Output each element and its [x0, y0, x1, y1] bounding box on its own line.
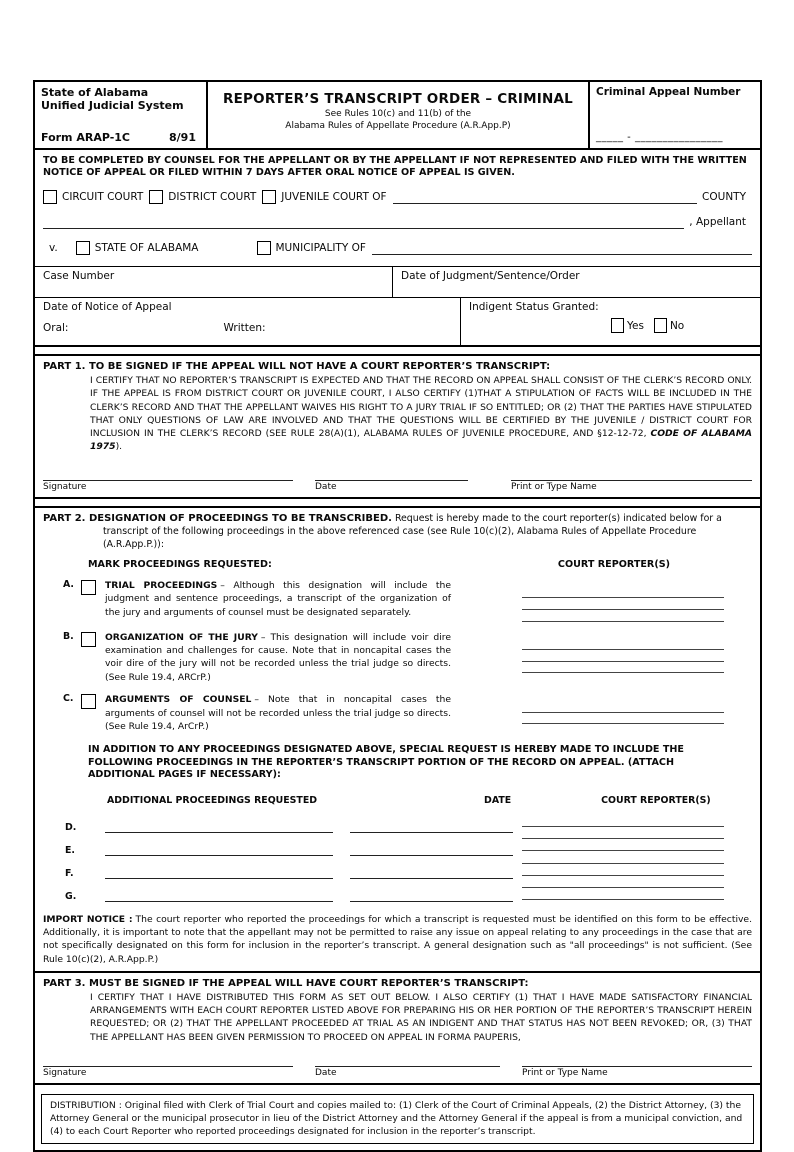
indigent-yes-checkbox[interactable]: [611, 318, 624, 333]
row-g-letter: G.: [65, 890, 77, 902]
special-request-note: IN ADDITION TO ANY PROCEEDINGS DESIGNATED ABOVE, SPECIAL REQUEST IS HEREBY MADE TO INCLUDE THE FOLLOWING PROCEEDINGS IN THE REPORTER’S TRANSCRIPT PORTION OF THE RECORD ON APPEAL. (ATTACH ADDITIONAL PAGES IF NECESSARY):: [88, 744, 684, 781]
proceeding-item-a: [43, 579, 752, 622]
header-title-cell: [208, 82, 588, 148]
additional-reporter-lines: [522, 810, 724, 902]
item-a-letter: A.: [63, 578, 74, 590]
item-b-description: [105, 631, 451, 685]
reporter-line[interactable]: [522, 610, 724, 622]
juvenile-court-label: JUVENILE COURT OF: [281, 191, 387, 203]
appellant-name-line[interactable]: [43, 216, 684, 229]
form-number: Form ARAP-1C: [41, 131, 130, 144]
case-info-table: [35, 266, 760, 345]
organization-of-jury-checkbox[interactable]: [81, 632, 96, 647]
part1-body-emphasis: CODE OF ALABAMA 1975: [90, 428, 752, 453]
indigent-yes-label: Yes: [627, 319, 644, 332]
part1-body-text: I CERTIFY THAT NO REPORTER’S TRANSCRIPT IS EXPECTED AND THAT THE RECORD ON APPEAL SHALL CONSIST OF THE CLERK’S RECORD ONLY. IF THE APPEAL IS FROM DISTRICT COURT OR JUVENILE COURT, I ALSO CERTIFY (1)THAT A STIPULATION OF FACTS WILL BE INCLUDED IN THE CLERK’S RECORD AND THAT THE APPELLANT WAIVES HIS RIGHT TO A JURY TRIAL IF SO ENTITLED; OR (2) THAT THE PARTIES HAVE STIPULATED THAT ONLY QUESTIONS OF LAW ARE INVOLVED AND THAT THE QUESTIONS WILL BE CERTIFIED BY THE JUVENILE / DISTRICT COURT FOR INCLUSION IN THE CLERK’S RECORD (SEE RULE 28(A)(1), ALABAMA RULES OF JUVENILE PROCEDURE, AND §12-12-72,: [90, 375, 752, 440]
item-c-description: [105, 693, 451, 733]
indigent-no-label: No: [669, 319, 685, 332]
item-c-letter: C.: [63, 693, 74, 705]
additional-row-d: [43, 810, 522, 833]
mark-proceedings-label: MARK PROCEEDINGS REQUESTED:: [88, 558, 272, 570]
appellant-row: [43, 212, 752, 232]
municipality-checkbox[interactable]: [257, 241, 271, 255]
header-appeal-number-cell: [588, 82, 760, 148]
indigent-status-label: Indigent Status Granted:: [469, 301, 599, 313]
reporter-line[interactable]: [522, 587, 724, 599]
item-a-reporter-lines: [522, 579, 724, 622]
additional-proceedings-grid: [43, 810, 752, 902]
row-g-date-line[interactable]: [350, 899, 513, 902]
versus-row: [43, 237, 752, 259]
part1-body: [90, 374, 752, 454]
spacer: [35, 1085, 760, 1094]
part1-date-line[interactable]: [315, 470, 468, 481]
header-agency-cell: [35, 82, 208, 148]
case-section: [35, 150, 760, 345]
indigent-no-checkbox[interactable]: [654, 318, 667, 333]
distribution-section: [35, 1094, 760, 1150]
proceeding-item-b: [43, 631, 752, 685]
reporter-line[interactable]: [522, 864, 724, 876]
appeal-number-label: Criminal Appeal Number: [596, 86, 741, 98]
reporter-line[interactable]: [522, 888, 724, 900]
versus-label: v.: [49, 242, 58, 254]
import-notice-body: The court reporter who reported the proceedings for which a transcript is requested must be identified on this form to be effective. Additionally, it is important to note that the appellant may not be permitted to raise any issue on appeal relating to any proceedings in the case that are not specifically designated on this form for inclusion in the reporter’s transcript. A general designation such as "all proceedings" is not sufficient. (See Rule 10(c)(2), A.R.App.P.): [43, 913, 753, 965]
appeal-number-blank-field[interactable]: _____ - ________________: [596, 132, 723, 143]
completion-instructions: TO BE COMPLETED BY COUNSEL FOR THE APPELLANT OR BY THE APPELLANT IF NOT REPRESENTED AND FILED WITH THE WRITTEN NOTICE OF APPEAL OR FILED WITHIN 7 DAYS AFTER ORAL NOTICE OF APPEAL IS GIVEN.: [43, 155, 747, 178]
row-f-proceeding-line[interactable]: [105, 876, 333, 879]
part1-body-tail: ).: [115, 441, 123, 453]
reporter-line[interactable]: [522, 713, 724, 725]
additional-proceedings-header: ADDITIONAL PROCEEDINGS REQUESTED: [107, 794, 318, 806]
form-header: [35, 82, 760, 148]
date-header: DATE: [484, 794, 512, 806]
row-d-proceeding-line[interactable]: [105, 830, 333, 833]
judgment-date-label: Date of Judgment/Sentence/Order: [401, 270, 580, 282]
item-a-desc-text: – Although this designation will include the judgment and sentence proceedings, a transcript of the organization of the jury and arguments of counsel must be designated separately.: [105, 579, 451, 618]
part2-section: [35, 508, 760, 971]
court-type-row: [43, 186, 752, 208]
indigent-status-cell: [460, 298, 760, 345]
item-c-desc-text: – Note that in noncapital cases the arguments of counsel will not be recorded unless the trial judge so directs. (See Rule 19.4, ArCrP.): [105, 694, 451, 732]
circuit-court-label: CIRCUIT COURT: [62, 191, 144, 203]
part1-section: [35, 356, 760, 497]
part3-date-label: Date: [315, 1067, 337, 1078]
form-title: REPORTER’S TRANSCRIPT ORDER – CRIMINAL: [223, 91, 573, 107]
part3-signature-label: Signature: [43, 1067, 87, 1078]
form-subtitle-line1: See Rules 10(c) and 11(b) of the: [324, 109, 472, 119]
reporter-line[interactable]: [522, 851, 724, 863]
case-number-label: Case Number: [43, 270, 115, 282]
additional-proceedings-headers: [43, 795, 752, 806]
import-notice: [43, 913, 752, 966]
row-e-proceeding-line[interactable]: [105, 853, 333, 856]
part3-date-line[interactable]: [315, 1056, 500, 1067]
circuit-court-checkbox[interactable]: [43, 190, 57, 204]
row-e-date-line[interactable]: [350, 853, 513, 856]
oral-label[interactable]: Oral:: [43, 322, 69, 334]
proceeding-item-c: [43, 693, 752, 733]
judgment-date-cell[interactable]: [392, 267, 760, 297]
part3-print-name-label: Print or Type Name: [522, 1067, 608, 1078]
row-e-letter: E.: [65, 844, 75, 856]
item-b-desc-text: – This designation will include voir dire examination and challenges for cause. Note that in noncapital cases the voir dire of the jury will not be recorded unless the trial judge so directs. (See Rule 19.4, ARCrP.): [105, 631, 451, 683]
spacer: [35, 347, 760, 354]
part1-signature-line[interactable]: [43, 470, 293, 481]
district-court-label: DISTRICT COURT: [168, 191, 257, 203]
part1-heading: PART 1. TO BE SIGNED IF THE APPEAL WILL NOT HAVE A COURT REPORTER’S TRANSCRIPT:: [43, 361, 551, 372]
part1-signature-row: [43, 470, 752, 492]
distribution-box: DISTRIBUTION : Original filed with Clerk of Trial Court and copies mailed to: (1) Clerk of the Court of Criminal Appeals, (2) the District Attorney, (3) the Attorney General or the municipal prosecutor in lieu of the District Attorney and the Attorney General if the appeal is from a municipal conviction, and (4) to each Court Reporter who reported proceedings designated for inclusion in the reporter’s transcript.: [41, 1094, 754, 1144]
case-number-cell[interactable]: [35, 267, 392, 297]
reporter-line[interactable]: [522, 701, 724, 713]
item-c-title: ARGUMENTS OF COUNSEL: [105, 694, 252, 706]
part1-signature-label: Signature: [43, 481, 87, 492]
state-of-alabama-checkbox[interactable]: [76, 241, 90, 255]
part1-print-name-line[interactable]: [511, 470, 752, 481]
county-name-line[interactable]: [393, 191, 698, 204]
import-notice-label: IMPORT NOTICE :: [43, 913, 133, 925]
part2-heading-paragraph: [43, 512, 752, 551]
item-a-title: TRIAL PROCEEDINGS: [105, 579, 218, 591]
part1-print-name-label: Print or Type Name: [511, 481, 597, 492]
part3-print-name-line[interactable]: [522, 1056, 752, 1067]
court-reporters-header: COURT REPORTER(S): [601, 794, 711, 806]
state-of-alabama-label: STATE OF ALABAMA: [94, 242, 199, 254]
reporter-line[interactable]: [522, 662, 724, 674]
agency-line2: Unified Judicial System: [41, 99, 184, 112]
notice-of-appeal-cell: [35, 298, 460, 345]
item-c-reporter-lines: [522, 693, 724, 724]
part2-column-headers: [43, 559, 752, 570]
row-d-letter: D.: [65, 821, 77, 833]
row-f-date-line[interactable]: [350, 876, 513, 879]
reporter-line[interactable]: [522, 598, 724, 610]
part3-heading: PART 3. MUST BE SIGNED IF THE APPEAL WILL HAVE COURT REPORTER’S TRANSCRIPT:: [43, 977, 529, 989]
form-revision: 8/91: [169, 131, 196, 144]
county-suffix-label: COUNTY: [702, 191, 746, 203]
agency-line1: State of Alabama: [41, 86, 149, 99]
reporter-line[interactable]: [522, 650, 724, 662]
notice-of-appeal-label: Date of Notice of Appeal: [43, 301, 172, 313]
written-label[interactable]: Written:: [223, 322, 266, 334]
row-g-proceeding-line[interactable]: [105, 899, 333, 902]
court-reporters-label: COURT REPORTER(S): [557, 558, 670, 570]
spacer: [35, 499, 760, 506]
row-d-date-line[interactable]: [350, 830, 513, 833]
reporter-line[interactable]: [522, 827, 724, 839]
reporter-line[interactable]: [522, 876, 724, 888]
part3-section: [35, 973, 760, 1083]
reporter-line[interactable]: [522, 839, 724, 851]
part2-heading: PART 2. DESIGNATION OF PROCEEDINGS TO BE TRANSCRIBED.: [43, 512, 392, 524]
municipality-name-line[interactable]: [372, 242, 752, 255]
transcript-order-form: [33, 80, 762, 1152]
arguments-of-counsel-checkbox[interactable]: [81, 694, 96, 709]
item-a-description: [105, 579, 451, 619]
reporter-line[interactable]: [522, 815, 724, 827]
juvenile-court-checkbox[interactable]: [262, 190, 276, 204]
part2-heading-rest: Request is hereby made to the court reporter(s) indicated below for a transcript of the following proceedings in the above referenced case (see Rule 10(c)(2), Alabama Rules of Appellate Procedure (A.R.App.P.)):: [103, 512, 722, 550]
additional-row-f: [43, 856, 522, 879]
item-b-title: ORGANIZATION OF THE JURY: [105, 631, 258, 643]
item-b-reporter-lines: [522, 631, 724, 674]
municipality-label: MUNICIPALITY OF: [275, 242, 366, 254]
appellant-suffix-label: , Appellant: [689, 216, 746, 228]
trial-proceedings-checkbox[interactable]: [81, 580, 96, 595]
district-court-checkbox[interactable]: [149, 190, 163, 204]
reporter-line[interactable]: [522, 639, 724, 651]
part3-signature-row: [43, 1056, 752, 1078]
part3-signature-line[interactable]: [43, 1056, 293, 1067]
item-b-letter: B.: [63, 630, 74, 642]
additional-row-e: [43, 833, 522, 856]
part3-body: I CERTIFY THAT I HAVE DISTRIBUTED THIS FORM AS SET OUT BELOW. I ALSO CERTIFY (1) THAT I HAVE MADE SATISFACTORY FINANCIAL ARRANGEMENTS WITH EACH COURT REPORTER LISTED ABOVE FOR PREPARING HIS OR HER PORTION OF THE REPORTER’S TRANSCRIPT HEREIN REQUESTED; OR (2) THAT THE APPELLANT PROCEEDED AT TRIAL AS AN INDIGENT AND THAT STATUS HAS NOT BEEN REVOKED; OR, (3) THAT THE APPELLANT HAS BEEN GIVEN PERMISSION TO PROCEED ON APPEAL IN FORMA PAUPERIS,: [90, 991, 752, 1043]
part1-date-label: Date: [315, 481, 337, 492]
row-f-letter: F.: [65, 867, 74, 879]
additional-row-g: [43, 879, 522, 902]
form-subtitle-line2: Alabama Rules of Appellate Procedure (A.R.App.P): [285, 120, 511, 131]
